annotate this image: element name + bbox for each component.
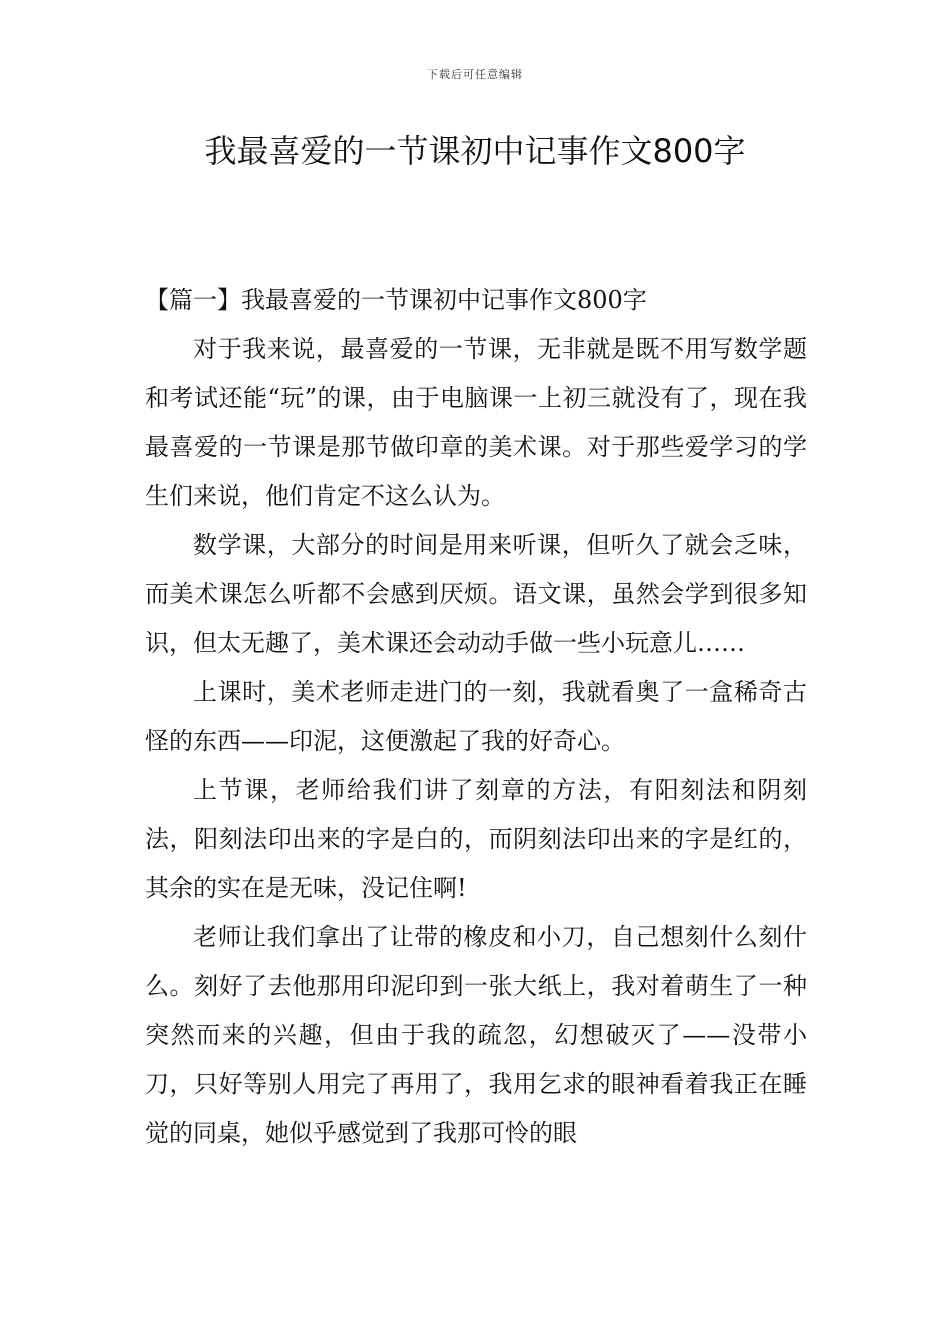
document-body [145, 276, 807, 1158]
paragraph: 数学课，大部分的时间是用来听课，但听久了就会乏味，而美术课怎么听都不会感到厌烦。语文课，虽然会学到很多知识，但太无趣了，美术课还会动动手做一些小玩意儿…… [145, 531, 807, 657]
paragraph: 老师让我们拿出了让带的橡皮和小刀，自己想刻什么刻什么。刻好了去他那用印泥印到一张大纸上，我对着萌生了一种突然而来的兴趣，但由于我的疏忽，幻想破灭了——没带小刀，只好等别人用完了再用了，我用乞求的眼神看着我正在睡觉的同桌，她似乎感觉到了我那可怜的眼 [145, 923, 807, 1147]
paragraph: 对于我来说，最喜爱的一节课，无非就是既不用写数学题和考试还能“玩”的课，由于电脑课一上初三就没有了，现在我最喜爱的一节课是那节做印章的美术课。对于那些爱学习的学生们来说，他们肯定不这么认为。 [145, 335, 807, 510]
paragraph: 上节课，老师给我们讲了刻章的方法，有阳刻法和阴刻法，阳刻法印出来的字是白的，而阴刻法印出来的字是红的，其余的实在是无味，没记住啊! [145, 776, 807, 902]
section-heading: 【篇一】我最喜爱的一节课初中记事作文800字 [145, 286, 647, 314]
page-title: 我最喜爱的一节课初中记事作文800字 [204, 132, 746, 170]
paragraph: 上课时，美术老师走进门的一刻，我就看奥了一盒稀奇古怪的东西——印泥，这便激起了我的好奇心。 [145, 678, 807, 755]
header-note: 下载后可任意编辑 [427, 68, 523, 81]
